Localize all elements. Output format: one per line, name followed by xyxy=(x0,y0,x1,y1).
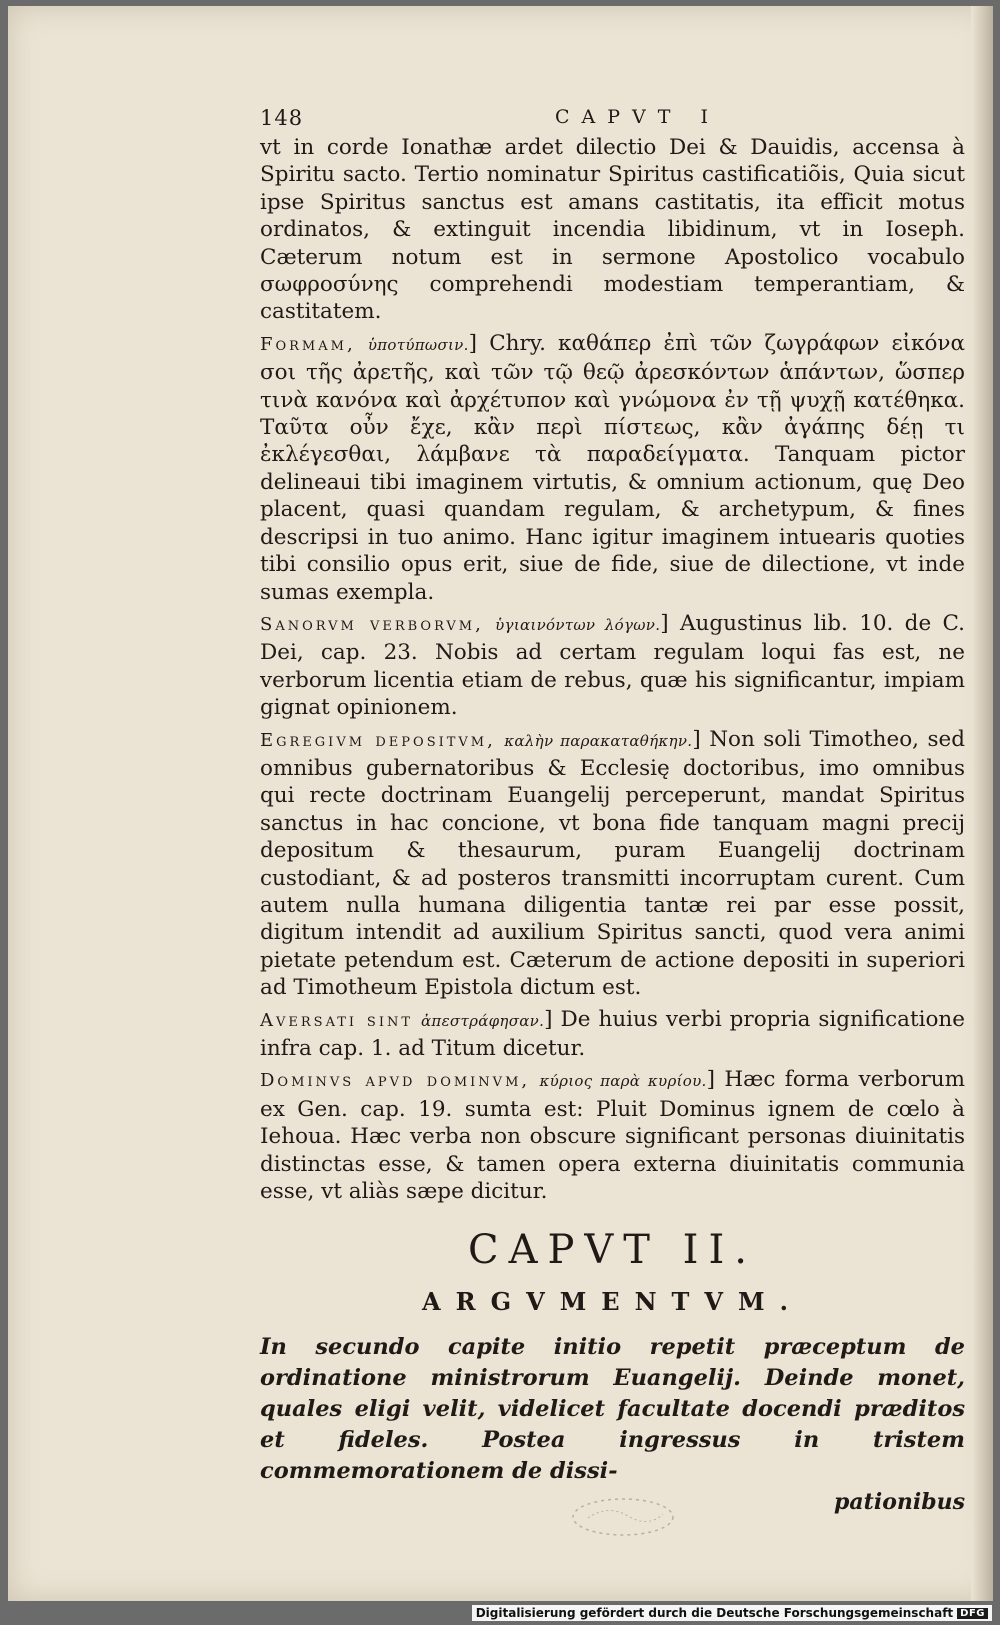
commentary-entry-dominus xyxy=(260,1066,965,1205)
greek-lemma: κύριος παρὰ κυρίου. xyxy=(539,1072,707,1091)
paragraph-text: vt in corde Ionathæ ardet dilectio Dei & Dauidis, accensa à Spiritu sacto. Tertio nominatur Spiritus castificatiõis, Quia sicut ipse Spiritus sanctus est amans castitatis, ita efficit motus ordinatos, & extinguit incendia libidinum, vt in Ioseph. Cæterum notum est in sermone Apostolico vocabulo σωφροσύνης comprehendi modestiam temperantiam, & castitatem. xyxy=(260,135,965,325)
page-gutter xyxy=(971,6,993,1601)
page-number: 148 xyxy=(260,106,304,130)
entry-text: ] Hæc forma verborum ex Gen. cap. 19. sumta est: Pluit Dominus ignem de cœlo à Iehoua. Hæc verba non obscure significant personas diuinitatis distinctas esse, & tamen opera externa diuinitatis communia esse, vt aliàs sæpe dicitur. xyxy=(260,1067,965,1205)
page-header xyxy=(260,106,965,134)
catchword: pationibus xyxy=(834,1489,965,1516)
entry-text: ] Chry. καθάπερ ἐπὶ τῶν ζωγράφων εἰκόνα σοι τῆς ἀρετῆς, καὶ τῶν τῷ θεῷ ἀρεσκόντων ἁπάντων, ὥσπερ τινὰ κανόνα καὶ ἀρχέτυπον καὶ γνώμονα ἐν τῇ ψυχῇ κατέθηκα. Ταῦτα οὖν ἔχε, κἂν περὶ πίστεως, κἂν ἀγάπης δέῃ τι ἐκλέγεσθαι, λάμβανε τὰ παραδείγματα. Tanquam pictor delineaui tibi imaginem virtutis, & omnium actionum, quę Deo placent, quasi quandam regulam, & archetypum, & fines descripsi in tuo animo. Hanc igitur imaginem intuearis quoties tibi consilio opus erit, siue de fide, siue de dilectione, vt inde sumas exempla. xyxy=(260,330,965,605)
greek-lemma: καλὴν παρακαταθήκην. xyxy=(504,731,693,750)
lemma: Dominvs apvd dominvm, xyxy=(260,1070,531,1092)
dfg-logo: DFG xyxy=(957,1608,988,1619)
entry-text: ] Augustinus lib. 10. de C. Dei, cap. 23. Nobis ad certam regulam loqui fas est, ne verborum licentia etiam de rebus, quæ his significantur, impiam gignat opinionem. xyxy=(260,610,965,721)
lemma: Aversati sint xyxy=(260,1009,414,1031)
lemma: Sanorvm verborvm, xyxy=(260,613,484,635)
text-block xyxy=(260,106,965,1515)
lemma: Formam, xyxy=(260,333,356,355)
entry-text: ] Non soli Timotheo, sed omnibus gubernatoribus & Ecclesię doctoribus, imo omnibus qui recte doctrinam Euangelij perceperunt, mandat Spiritus sanctus in hac concione, vt bona fide tanquam magni precij depositum & thesaurum, puram Euangelij doctrinam custodiant, & ad posteros transmitti incorruptam curent. Cum autem nulla humana diligentia tantæ rei par esse possit, digitum intendit ad auxilium Spiritus sancti, quod vera animi pietate petendum est. Cæterum de actione depositi in superiori ad Timotheum Epistola dictum est. xyxy=(260,726,965,1001)
greek-lemma: ὑποτύπωσιν. xyxy=(367,335,469,354)
footer-text: Digitalisierung gefördert durch die Deutsche Forschungsgemeinschaft xyxy=(475,1606,954,1620)
commentary-entry-sanorum xyxy=(260,610,965,722)
argument-heading: ARGVMENTVM. xyxy=(422,1287,803,1317)
entry-text: ] De huius verbi propria significatione infra cap. 1. ad Titum dicetur. xyxy=(260,1006,965,1061)
greek-lemma: ἀπεστράφησαν. xyxy=(421,1011,545,1030)
commentary-entry-aversati xyxy=(260,1006,965,1063)
commentary-entry-formam xyxy=(260,330,965,606)
argument-text: In secundo capite initio repetit præceptum de ordinatione ministrorum Euangelij. Deinde monet, quales eligi velit, videlicet facultate docendi præditos et fideles. Postea ingressus in tristem commemorationem de dissi- xyxy=(260,1334,965,1485)
lemma: Egregivm depositvm, xyxy=(260,729,496,751)
library-stamp-icon xyxy=(568,1494,678,1540)
running-title: CAPVT I xyxy=(555,106,720,128)
book-page xyxy=(8,6,993,1601)
chapter-title: CAPVT II. xyxy=(467,1227,757,1274)
paragraph-continuation xyxy=(260,134,965,326)
digitization-footer xyxy=(472,1605,992,1621)
greek-lemma: ὑγιαινόντων λόγων. xyxy=(495,615,661,634)
commentary-entry-egregium xyxy=(260,726,965,1002)
